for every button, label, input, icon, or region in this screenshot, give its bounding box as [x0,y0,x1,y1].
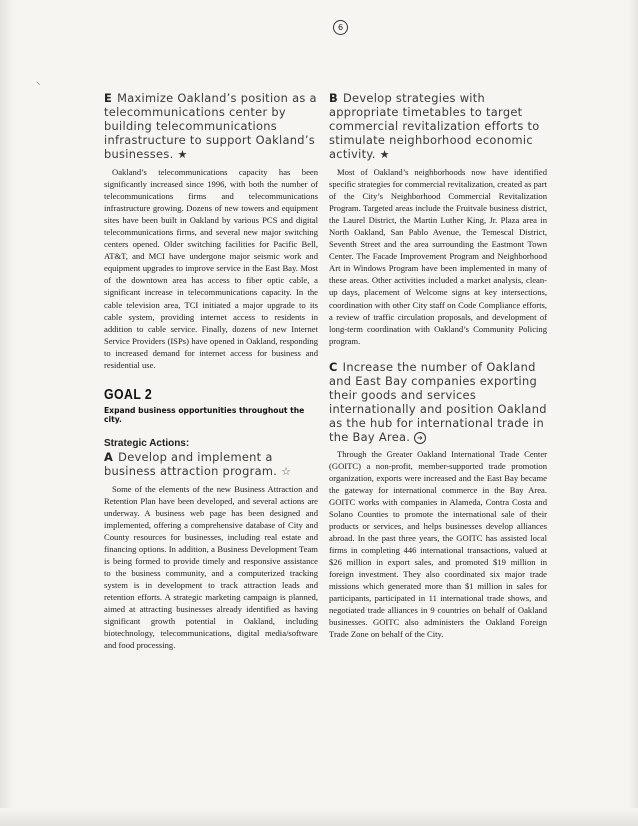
scan-edge-right [628,0,638,826]
scan-speck: ⸌ [36,80,41,90]
section-e-body: Oakland’s telecommunications capacity has been significantly increased since 1996, with both the number of telecommunications firms and telecommunications infrastructure growing. Dozens of new towers and equipment sites have been built in Oakland by various PCS and digital telecommunications firms, and several new major switching centers opened. Older switching facilities for Pacific Bell, AT&T, and MCI have undergone major seismic work and equipment upgrades to improve service in the East Bay. Most of the downtown area has access to fiber optic cable, a significant increase in telecommunications capacity. In the cable television area, TCI initiated a major upgrade to its cable system, providing internet access to residents in addition to cable service. Finally, dozens of new Internet Service Providers (ISPs) have opened in Oakland, responding to increased demand for internet access for business and residential use. [104,167,318,370]
star-outline-icon: ☆ [281,464,292,478]
section-b-letter: B [329,91,338,105]
section-c-letter: C [329,359,338,374]
right-column [329,91,547,653]
section-c [329,360,547,641]
section-b-heading [329,91,547,162]
section-e-heading-text: Maximize Oakland’s position as a telecommunications center by building telecommunications infrastructure to support Oakland’s businesses. [104,91,317,161]
section-a-body: Some of the elements of the new Business Attraction and Retention Plan have been developed, and several actions are underway. A business web page has been designed and implemented, offering a comprehensive database of City and County resources for businesses, including real estate and financing options. In addition, a Business Development Team is being formed to provide timely and responsive assistance to the business community, and a computerized tracking system is in development to track attraction leads and retention efforts. A strategic marketing campaign is planned, aimed at attracting businesses already identified as having significant growth potential in Oakland, including biotechnology, telecommunications, digital media/software and food processing. [104,483,318,651]
left-column [104,91,318,664]
circle-arrow-icon: ➜ [414,432,426,444]
star-filled-icon: ★ [379,148,390,161]
section-a [104,450,318,652]
section-c-heading [329,360,547,444]
section-b-heading-text: Develop strategies with appropriate timetables to target commercial revitalization efforts to stimulate neighborhood economic activity. [329,91,540,161]
section-b [329,91,547,347]
section-a-heading [104,450,318,479]
goal-title: GOAL 2 [104,386,153,403]
goal-subtitle: Expand business opportunities throughout the city. [104,405,305,424]
section-e-letter: E [104,91,113,105]
strategic-actions-label: Strategic Actions: [104,437,190,449]
section-c-body: Through the Greater Oakland International Trade Center (GOITC) a non-profit, member-supported trade promotion organization, exports were increased and the East Bay became the gateway for international commerce in the Bay Area. GOITC works with companies in Alameda, Contra Costa and Solano Counties to promote the international sale of their products or services, and helps businesses develop alliances abroad. In the past three years, the GOITC has assisted local firms in completing 446 international transactions, valued at $26 million in export sales, and promoted $19 million in foreign investment. They also coordinated six major trade missions which generated more than $1 million in sales for participants, participated in 11 international trade shows, and negotiated trade alliances in 9 countries on behalf of Oakland businesses. GOITC also administers the Oakland Foreign Trade Zone on behalf of the City. [329,448,547,640]
section-a-letter: A [104,449,114,464]
page-number: 6 [333,20,348,35]
scan-edge-bottom [0,808,638,826]
section-e-heading [104,91,318,162]
section-a-heading-text: Develop and implement a business attraction program. [104,449,278,478]
section-e [104,91,318,371]
star-filled-icon: ★ [177,148,188,161]
section-c-heading-text: Increase the number of Oakland and East Bay companies exporting their goods and services internationally and position Oakland as the hub for international trade in the Bay Area. [329,359,547,444]
scan-edge-left [0,0,14,826]
section-b-body: Most of Oakland’s neighborhoods now have identified specific strategies for commercial revitalization, created as part of the City’s Neighborhood Commercial Revitalization Program. Targeted areas include the Fruitvale business district, the Laurel District, the Martin Luther King, Jr. Plaza area in North Oakland, San Pablo Avenue, the Temescal District, Seventh Street and the area surrounding the Eastmont Town Center. The Facade Improvement Program and Neighborhood Art in Windows Program have been implemented in many of these areas. Other activities included a market analysis, clean-up days, placement of Welcome signs at key intersections, coordination with other City staff on Code Compliance efforts, a review of traffic circulation proposals, and development of long-term coordination with Oakland’s Community Policing program. [329,167,547,346]
